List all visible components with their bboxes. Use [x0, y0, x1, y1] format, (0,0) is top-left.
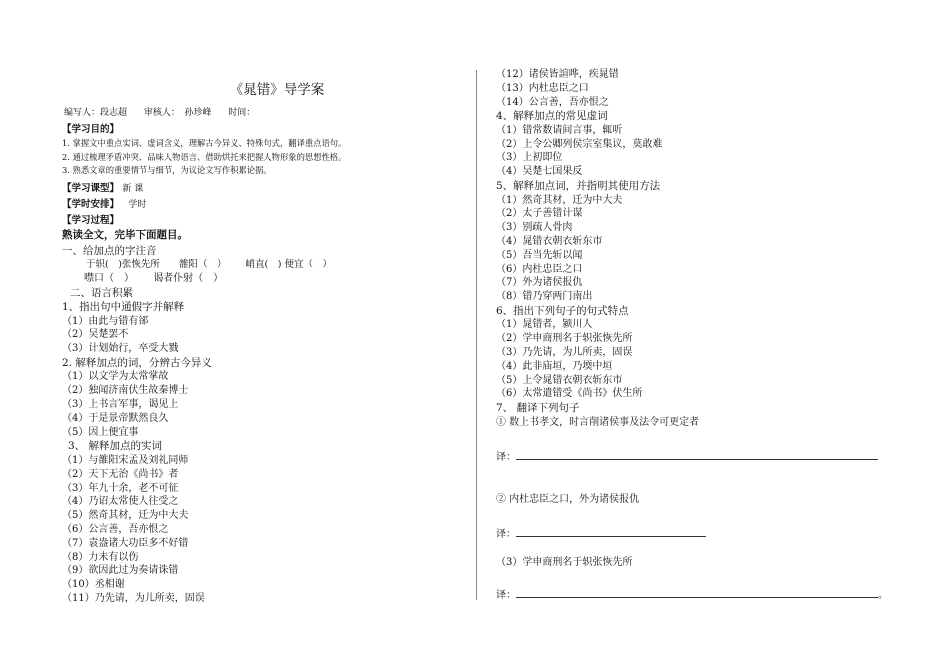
- answer-label: 译：: [496, 528, 516, 540]
- reviewer-label: 审核人： 孙珍峰: [143, 108, 212, 118]
- q4-item: （1）错常数请间言事，辄听: [496, 124, 623, 136]
- q3-item: （1）与雒阳宋孟及刘礼同师: [62, 454, 189, 466]
- q6-item: （3）乃先请，为儿所卖，固误: [496, 347, 633, 359]
- course-row: [62, 180, 467, 194]
- q3-item: （4）乃诏太常使人往受之: [62, 496, 179, 508]
- course-heading: 【学习课型】: [62, 182, 120, 194]
- translation-sentence: ② 内杜忠臣之口，外为诸侯报仇: [496, 493, 640, 505]
- q2-item: （2）独闻济南伏生故秦博士: [62, 385, 189, 397]
- right-column: [496, 68, 896, 601]
- q4-item: （2）上令公卿列侯宗室集议，莫敢难: [496, 138, 663, 150]
- hours-heading: 【学时安排】: [62, 198, 120, 210]
- q1-item: （2）吴楚罢不: [62, 329, 129, 341]
- translation-answer-line: [496, 448, 896, 463]
- q3-item: （3）年九十余，老不可征: [62, 482, 179, 494]
- time-label: 时间：: [228, 108, 256, 118]
- q2-item: （4）于是景帝默然良久: [62, 412, 169, 424]
- q6-item: （6）太常遣错受《尚书》伏生所: [496, 388, 643, 400]
- pinyin-item: 雒阳（ ）: [178, 259, 227, 270]
- pinyin-heading: 一、给加点的字注音: [62, 244, 157, 257]
- translation-sentence: （3）学申商刑名于轵张恢先所: [496, 556, 633, 568]
- q5-item: （4）晁错衣朝衣斩东市: [496, 235, 603, 247]
- language-heading: 二、语言积累: [70, 286, 133, 299]
- pinyin-row-1: [62, 258, 467, 272]
- q2-heading: 2. 解释加点的词，分辨古今异义: [62, 356, 212, 369]
- q2-item: （5）因上便宜事: [62, 426, 139, 438]
- q5-item: （2）太子善错计谋: [496, 208, 583, 220]
- q3-item: （12）诸侯皆諠哗，疾晁错: [496, 69, 619, 80]
- pinyin-row-2: [62, 272, 467, 286]
- answer-blank[interactable]: [516, 449, 878, 460]
- q2-item: （3）上书言军事，谒见上: [62, 399, 179, 411]
- q6-item: （5）上令晁错衣朝衣斩东市: [496, 374, 623, 386]
- translation-sentence: ① 数上书孝文，时言削诸侯事及法令可更定者: [496, 416, 700, 428]
- q3-item: （11）乃先请，为儿所卖，固误: [62, 592, 205, 604]
- q3-item: （7）袁盎诸大功臣多不好错: [62, 537, 189, 549]
- q2-item: （1）以文学为太常掌故: [62, 371, 169, 383]
- q4-heading: 4、解释加点的常见虚词: [496, 110, 608, 123]
- q3-item: （8）力未有以伤: [62, 551, 139, 563]
- q3-item: （5）然奇其材，迁为中大夫: [62, 510, 189, 522]
- q5-item: （8）错乃穿两门南出: [496, 291, 593, 303]
- left-column: [62, 78, 467, 606]
- q3-item: （2）天下无治《尚书》者: [62, 468, 179, 480]
- q1-heading: 1、指出句中通假字并解释: [62, 301, 185, 314]
- q3-heading: 3、 解释加点的实词: [68, 440, 163, 453]
- q5-item: （7）外为诸侯报仇: [496, 277, 583, 289]
- translation-answer-line: [496, 525, 896, 540]
- q6-item: （2）学申商刑名于轵张恢先所: [496, 333, 633, 345]
- q3-item: （13）内杜忠臣之口: [496, 82, 589, 94]
- q3-item: （6）公言善，吾亦恨之: [62, 523, 169, 535]
- translation-answer-line: [496, 586, 896, 601]
- answer-label: 译：: [496, 451, 516, 463]
- q6-heading: 6、指出下列句子的句式特点: [496, 304, 629, 317]
- end-mark: 。: [878, 589, 888, 601]
- q5-heading: 5、解释加点词，并指明其使用方法: [496, 180, 661, 193]
- goal-item: 1. 掌握文中重点实词、虚词含义，理解古今异义、特殊句式，翻译重点语句。: [62, 138, 347, 148]
- q7-heading: 7、 翻译下列句子: [496, 402, 580, 415]
- q6-item: （4）此非庙垣，乃堧中垣: [496, 360, 613, 372]
- pinyin-item: 便宜（ ）: [284, 259, 332, 270]
- pinyin-item: 噤口（ ）: [84, 272, 134, 284]
- author-label: 编写人：段志超: [64, 108, 128, 118]
- page-title: 《晁错》导学案: [229, 82, 325, 98]
- hours-row: [62, 196, 467, 210]
- answer-label: 译：: [496, 589, 516, 601]
- q5-item: （5）吾当先斩以闻: [496, 249, 583, 261]
- q5-item: （6）内杜忠臣之口: [496, 263, 583, 275]
- pinyin-item: 谒者仆射（ ）: [153, 272, 224, 284]
- course-value: 新 课: [122, 183, 144, 194]
- answer-blank[interactable]: [516, 587, 878, 598]
- read-all-instruction: 熟读全文，完毕下面题目。: [62, 228, 188, 241]
- meta-line: [64, 105, 467, 118]
- pinyin-item: 于轵( )张恢先所: [86, 259, 160, 270]
- answer-blank[interactable]: [516, 526, 706, 537]
- hours-value: 学时: [128, 199, 147, 210]
- goal-item: 3. 熟悉文章的重要情节与细节，为议论文写作积累论据。: [62, 165, 272, 175]
- q5-item: （1）然奇其材，迁为中大夫: [496, 194, 623, 206]
- goal-item: 2. 通过梳理矛盾冲突、品味人物语言、借助烘托来把握人物形象的思想性格。: [62, 151, 347, 162]
- process-heading: 【学习过程】: [62, 214, 120, 226]
- q4-item: （4）吴楚七国果反: [496, 166, 583, 178]
- q1-item: （1）由此与错有郤: [62, 315, 149, 327]
- q1-item: （3）计划始行，卒受大戮: [62, 343, 179, 355]
- q3-item: （14）公言善，吾亦恨之: [496, 96, 609, 108]
- q3-item: （10）丞相谢: [62, 579, 125, 591]
- goals-heading: 【学习目的】: [62, 124, 120, 135]
- q5-item: （3）别疏人骨肉: [496, 222, 573, 234]
- column-divider: [476, 70, 477, 600]
- q6-item: （1）晁错者，颍川人: [496, 319, 593, 331]
- pinyin-item: 峭直( ): [245, 259, 282, 270]
- q3-item: （9）欲因此过为奏请诛错: [62, 565, 179, 577]
- q4-item: （3）上初即位: [496, 152, 563, 164]
